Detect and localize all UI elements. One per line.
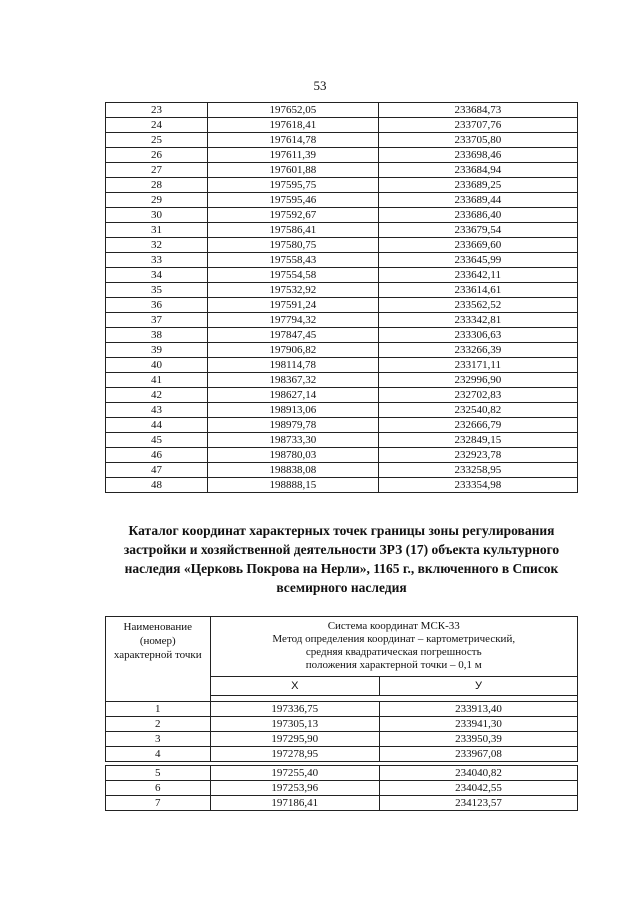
table-row — [106, 373, 578, 388]
x-coordinate-cell: 197586,41 — [208, 223, 379, 238]
x-coordinate-cell: 197595,46 — [208, 193, 379, 208]
x-coordinate-cell: 198979,78 — [208, 418, 379, 433]
caption-line: Каталог координат характерных точек границы зоны регулирования — [128, 523, 555, 538]
table-row — [106, 463, 578, 478]
table-row — [106, 343, 578, 358]
header-text: средняя квадратическая погрешность — [305, 646, 482, 658]
y-coordinate-cell: 233913,40 — [379, 702, 577, 717]
table-row — [106, 193, 578, 208]
y-coordinate-cell: 233669,60 — [378, 238, 577, 253]
table-header-row — [106, 617, 578, 677]
page-number: 53 — [313, 78, 327, 93]
table-row — [106, 253, 578, 268]
x-coordinate-cell: 197847,45 — [208, 328, 379, 343]
y-coordinate-cell: 233707,76 — [378, 118, 577, 133]
y-coordinate-cell: 232540,82 — [378, 403, 577, 418]
y-coordinate-cell: 232923,78 — [378, 448, 577, 463]
point-name-header — [106, 617, 211, 702]
table-row — [106, 766, 578, 781]
point-number-cell: 38 — [106, 328, 208, 343]
coordinates-table-continued — [105, 102, 578, 493]
y-coordinate-cell: 233967,08 — [379, 747, 577, 762]
table-row — [106, 133, 578, 148]
catalog-caption — [105, 521, 578, 597]
y-coordinate-cell: 233645,99 — [378, 253, 577, 268]
table-row — [106, 238, 578, 253]
x-coordinate-cell: 197614,78 — [208, 133, 379, 148]
point-number-cell: 23 — [106, 103, 208, 118]
y-coordinate-cell: 233642,11 — [378, 268, 577, 283]
x-coordinate-cell: 198733,30 — [208, 433, 379, 448]
y-column-header: У — [379, 677, 577, 696]
x-coordinate-cell: 197305,13 — [210, 717, 379, 732]
y-coordinate-cell: 234040,82 — [379, 766, 577, 781]
x-coordinate-cell: 197554,58 — [208, 268, 379, 283]
point-number-cell: 32 — [106, 238, 208, 253]
x-coordinate-cell: 197906,82 — [208, 343, 379, 358]
y-coordinate-cell: 233941,30 — [379, 717, 577, 732]
x-coordinate-cell: 198838,08 — [208, 463, 379, 478]
y-coordinate-cell: 233342,81 — [378, 313, 577, 328]
table-row — [106, 781, 578, 796]
x-coordinate-cell: 197278,95 — [210, 747, 379, 762]
y-coordinate-cell: 233950,39 — [379, 732, 577, 747]
x-coordinate-cell: 197794,32 — [208, 313, 379, 328]
x-coordinate-cell: 197295,90 — [210, 732, 379, 747]
x-coordinate-cell: 198114,78 — [208, 358, 379, 373]
y-coordinate-cell: 233679,54 — [378, 223, 577, 238]
point-number-cell: 44 — [106, 418, 208, 433]
point-number-cell: 2 — [106, 717, 211, 732]
point-number-cell: 36 — [106, 298, 208, 313]
x-coordinate-cell: 198913,06 — [208, 403, 379, 418]
y-coordinate-cell: 234042,55 — [379, 781, 577, 796]
point-number-cell: 24 — [106, 118, 208, 133]
table-row — [106, 268, 578, 283]
y-coordinate-cell: 233306,63 — [378, 328, 577, 343]
point-number-cell: 5 — [106, 766, 211, 781]
table-row — [106, 298, 578, 313]
x-coordinate-cell: 198780,03 — [208, 448, 379, 463]
point-number-cell: 29 — [106, 193, 208, 208]
header-text: Система координат МСК-33 — [327, 620, 460, 632]
table-row — [106, 223, 578, 238]
point-number-cell: 26 — [106, 148, 208, 163]
point-number-cell: 42 — [106, 388, 208, 403]
x-coordinate-cell: 197591,24 — [208, 298, 379, 313]
table-row — [106, 747, 578, 762]
point-number-cell: 39 — [106, 343, 208, 358]
point-number-cell: 41 — [106, 373, 208, 388]
caption-line: всемирного наследия — [276, 580, 407, 595]
table-row — [106, 178, 578, 193]
header-text: Наименование — [123, 621, 193, 633]
header-text: положения характерной точки – 0,1 м — [305, 659, 482, 671]
point-number-cell: 1 — [106, 702, 211, 717]
y-coordinate-cell: 234123,57 — [379, 796, 577, 811]
caption-line: застройки и хозяйственной деятельности ЗРЗ (17) объекта культурного — [123, 542, 560, 557]
point-number-cell: 37 — [106, 313, 208, 328]
point-number-cell: 31 — [106, 223, 208, 238]
y-coordinate-cell: 233562,52 — [378, 298, 577, 313]
x-coordinate-cell: 197336,75 — [210, 702, 379, 717]
y-coordinate-cell: 233171,11 — [378, 358, 577, 373]
y-coordinate-cell: 232849,15 — [378, 433, 577, 448]
y-coordinate-cell: 233689,25 — [378, 178, 577, 193]
y-coordinate-cell: 232996,90 — [378, 373, 577, 388]
caption-line: наследия «Церковь Покрова на Нерли», 1165 г., включенного в Список — [124, 561, 559, 576]
x-coordinate-cell: 197601,88 — [208, 163, 379, 178]
x-coordinate-cell: 197186,41 — [210, 796, 379, 811]
table-row — [106, 358, 578, 373]
header-text: (номер) — [139, 635, 176, 647]
table-row — [106, 283, 578, 298]
x-coordinate-cell: 198627,14 — [208, 388, 379, 403]
x-coordinate-cell: 197558,43 — [208, 253, 379, 268]
x-coordinate-cell: 197253,96 — [210, 781, 379, 796]
point-number-cell: 27 — [106, 163, 208, 178]
x-coordinate-cell: 198888,15 — [208, 478, 379, 493]
table-row — [106, 717, 578, 732]
y-coordinate-cell: 233258,95 — [378, 463, 577, 478]
point-number-cell: 3 — [106, 732, 211, 747]
table-row — [106, 208, 578, 223]
header-text: характерной точки — [113, 649, 202, 661]
table-row — [106, 148, 578, 163]
table-row — [106, 702, 578, 717]
point-number-cell: 48 — [106, 478, 208, 493]
y-coordinate-cell: 233684,73 — [378, 103, 577, 118]
x-coordinate-cell: 197618,41 — [208, 118, 379, 133]
table-row — [106, 732, 578, 747]
point-number-cell: 34 — [106, 268, 208, 283]
point-number-cell: 4 — [106, 747, 211, 762]
table-row — [106, 796, 578, 811]
y-coordinate-cell: 232702,83 — [378, 388, 577, 403]
x-coordinate-cell: 197580,75 — [208, 238, 379, 253]
table-row — [106, 388, 578, 403]
y-coordinate-cell: 233686,40 — [378, 208, 577, 223]
point-number-cell: 40 — [106, 358, 208, 373]
point-number-cell: 35 — [106, 283, 208, 298]
table-row — [106, 403, 578, 418]
x-column-header: Х — [210, 677, 379, 696]
y-coordinate-cell: 233266,39 — [378, 343, 577, 358]
y-coordinate-cell: 233614,61 — [378, 283, 577, 298]
x-coordinate-cell: 197532,92 — [208, 283, 379, 298]
y-coordinate-cell: 233354,98 — [378, 478, 577, 493]
point-number-cell: 28 — [106, 178, 208, 193]
point-number-cell: 25 — [106, 133, 208, 148]
y-coordinate-cell: 233705,80 — [378, 133, 577, 148]
y-coordinate-cell: 233689,44 — [378, 193, 577, 208]
table-row — [106, 478, 578, 493]
point-number-cell: 33 — [106, 253, 208, 268]
point-number-cell: 46 — [106, 448, 208, 463]
y-coordinate-cell: 233698,46 — [378, 148, 577, 163]
table-row — [106, 103, 578, 118]
table-row — [106, 328, 578, 343]
table-row — [106, 313, 578, 328]
table-row — [106, 118, 578, 133]
point-number-cell: 6 — [106, 781, 211, 796]
point-number-cell: 7 — [106, 796, 211, 811]
coordinate-system-header — [210, 617, 577, 677]
x-coordinate-cell: 197611,39 — [208, 148, 379, 163]
table-row — [106, 418, 578, 433]
point-number-cell: 47 — [106, 463, 208, 478]
point-number-cell: 43 — [106, 403, 208, 418]
x-coordinate-cell: 197652,05 — [208, 103, 379, 118]
y-coordinate-cell: 233684,94 — [378, 163, 577, 178]
y-coordinate-cell: 232666,79 — [378, 418, 577, 433]
point-number-cell: 45 — [106, 433, 208, 448]
x-coordinate-cell: 198367,32 — [208, 373, 379, 388]
table-row — [106, 448, 578, 463]
x-coordinate-cell: 197592,67 — [208, 208, 379, 223]
header-text: Метод определения координат – картометрический, — [272, 633, 516, 645]
table-row — [106, 163, 578, 178]
x-coordinate-cell: 197595,75 — [208, 178, 379, 193]
point-number-cell: 30 — [106, 208, 208, 223]
table-row — [106, 433, 578, 448]
coordinates-table-zrz17 — [105, 616, 578, 811]
x-coordinate-cell: 197255,40 — [210, 766, 379, 781]
